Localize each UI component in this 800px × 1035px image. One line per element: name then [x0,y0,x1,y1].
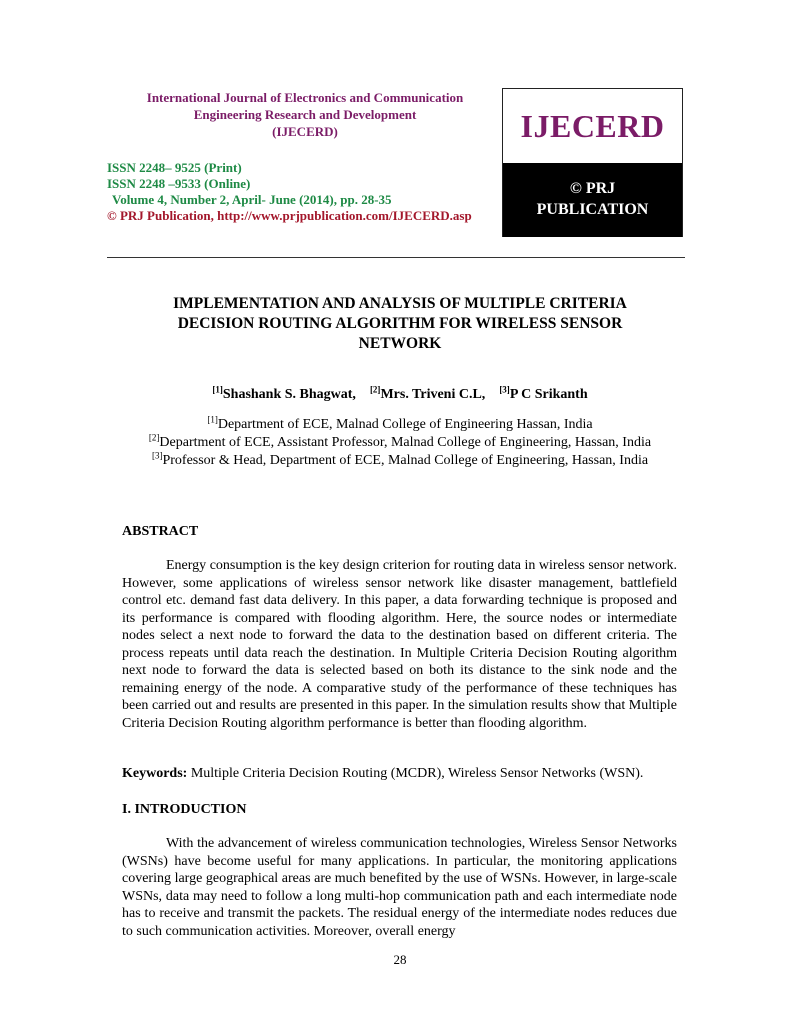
author-2-mark: [2] [369,384,381,395]
abstract-paragraph: Energy consumption is the key design criterion for routing data in wireless sensor network. However, some applications of wireless sensor network like disaster management, battlefield control etc. demand fast data delivery. In this paper, a data forwarding technique is proposed and its performance is compared with flooding algorithm. Here, the source nodes or intermediate nodes select a next node to forward the data to the destination based on different criteria. The process repeats until data reach the destination. In Multiple Criteria Decision Routing algorithm next node to forward the data is selected based on both its distance to the sink node and the remaining energy of the node. A comparative study of the performance of these techniques has been carried out and results are presented in this paper. In the simulation results show that Multiple Criteria Decision Routing algorithm performance is better than flooding algorithm. [122,558,677,731]
volume-info: Volume 4, Number 2, April- June (2014), pp. 28-35 [112,192,392,207]
publisher-badge [503,163,682,237]
affiliation-3-text: Professor & Head, Department of ECE, Malnad College of Engineering, Hassan, India [162,453,649,468]
author-3-mark: [3] [499,384,510,395]
author-3-name: P C Srikanth [509,387,588,402]
introduction-paragraph: With the advancement of wireless communication technologies, Wireless Sensor Networks (WSNs) have become useful for many applications. In particular, the monitoring applications covering large geographical areas are much benefited by the use of WSNs. However, in large-scale WSNs, data may need to follow a long multi-hop communication path and each intermediate node has to receive and transmit the packets. The residual energy of the intermediate nodes reduces due to such communication activities. Moreover, overall energy [122,836,677,939]
author-list [120,384,680,403]
journal-name-line-1: International Journal of Electronics and Communication [146,90,464,105]
title-line-3: NETWORK [358,335,442,352]
affiliation-1 [110,416,690,434]
author-1-name: Shashank S. Bhagwat, [222,387,356,402]
affiliation-2-text: Department of ECE, Assistant Professor, Malnad College of Engineering, Hassan, India [159,435,652,450]
abstract-heading: ABSTRACT [122,524,199,539]
author-2-name: Mrs. Triveni C.L, [380,387,486,402]
issn-print: ISSN 2248– 9525 (Print) [107,160,242,175]
title-line-1: IMPLEMENTATION AND ANALYSIS OF MULTIPLE CRITERIA [173,295,627,312]
affiliation-2-mark: [2] [148,432,160,443]
journal-name-line-3: (IJECERD) [272,124,338,139]
affiliation-1-text: Department of ECE, Malnad College of Engineering Hassan, India [217,417,593,432]
title-line-2: DECISION ROUTING ALGORITHM FOR WIRELESS SENSOR [177,315,623,332]
author-1-mark: [1] [212,384,223,395]
affiliation-2 [110,434,690,452]
publisher-line-1: © PRJ [569,180,616,197]
keywords-text: Multiple Criteria Decision Routing (MCDR), Wireless Sensor Networks (WSN). [190,766,644,781]
page-number: 28 [393,952,407,967]
keywords-label: Keywords: [122,766,188,781]
paper-title [120,294,680,354]
journal-logo-name: IJECERD [520,107,665,144]
keywords [122,766,643,782]
journal-logo-box [502,88,683,237]
affiliation-1-mark: [1] [207,414,218,425]
header-divider [107,257,685,258]
affiliation-3-mark: [3] [151,450,163,461]
introduction-heading: I. INTRODUCTION [122,802,247,817]
publication-link[interactable]: © PRJ Publication, http://www.prjpublication.com/IJECERD.asp [107,208,472,223]
issn-online: ISSN 2248 –9533 (Online) [107,176,251,191]
journal-name-line-2: Engineering Research and Development [193,107,417,122]
affiliation-3 [110,452,690,470]
publisher-line-2: PUBLICATION [536,201,649,218]
